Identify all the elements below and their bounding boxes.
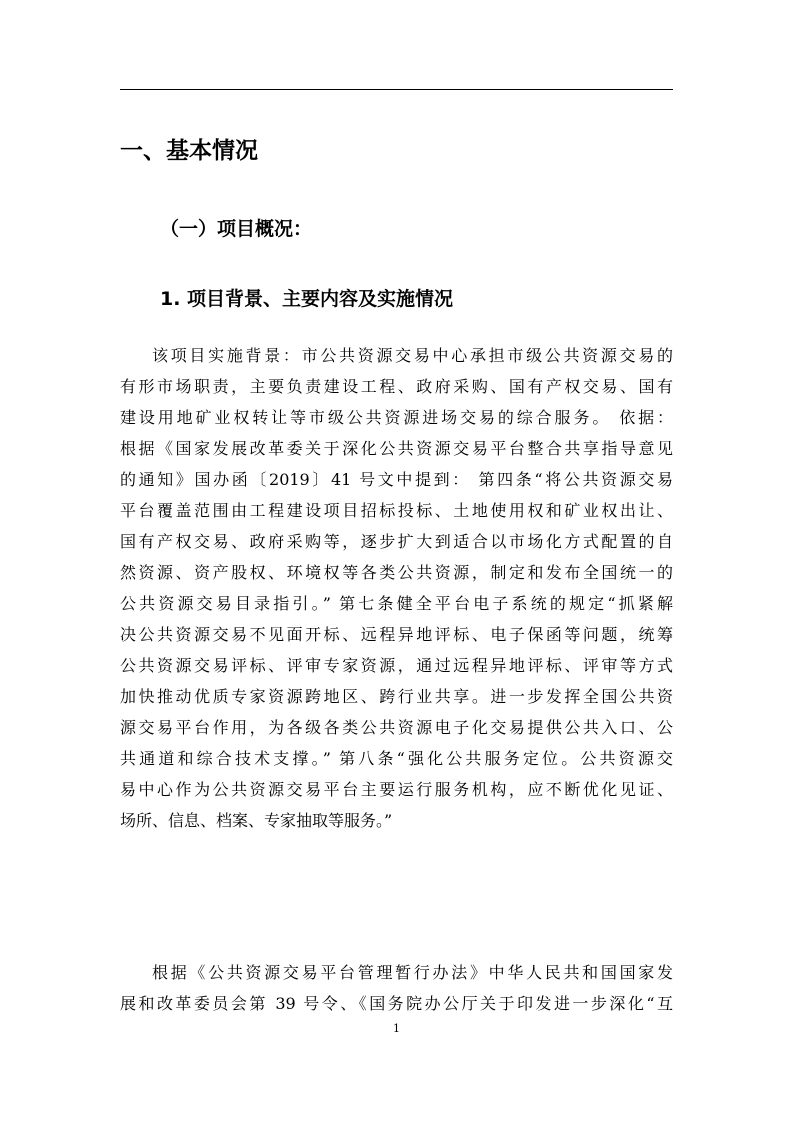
- paragraph-background: [120, 340, 673, 836]
- paragraph-line: 公共资源交易评标、评审专家资源，通过远程异地评标、评审等方式: [120, 656, 673, 675]
- paragraph-line: 有形市场职责，主要负责建设工程、政府采购、国有产权交易、国有: [120, 377, 673, 396]
- paragraph-line: 然资源、资产股权、环境权等各类公共资源，制定和发布全国统一的: [120, 563, 673, 582]
- paragraph-line: 场所、信息、档案、专家抽取等服务。”: [120, 811, 393, 830]
- paragraph-line: 根据《国家发展改革委关于深化公共资源交易平台整合共享指导意见: [120, 439, 673, 458]
- paragraph-line: 共通道和综合技术支撑。” 第八条“强化公共服务定位。公共资源交: [120, 749, 673, 768]
- paragraph-line: 公共资源交易目录指引。” 第七条健全平台电子系统的规定“抓紧解: [120, 594, 673, 613]
- paragraph-line: 加快推动优质专家资源跨地区、跨行业共享。进一步发挥全国公共资: [120, 687, 673, 706]
- subsection-heading-project-overview: （一）项目概况：: [160, 218, 313, 240]
- paragraph-line: 展和改革委员会第 39 号令、《国务院办公厅关于印发进一步深化“互: [120, 994, 673, 1013]
- paragraph-line: 的通知》国办函〔2019〕41 号文中提到： 第四条“将公共资源交易: [120, 470, 673, 489]
- paragraph-line: 易中心作为公共资源交易平台主要运行服务机构，应不断优化见证、: [120, 780, 673, 799]
- paragraph-line: 建设用地矿业权转让等市级公共资源进场交易的综合服务。 依据：: [120, 408, 673, 427]
- paragraph-line: 平台覆盖范围由工程建设项目招标投标、土地使用权和矿业权出让、: [120, 501, 673, 520]
- paragraph-line: 该项目实施背景：市公共资源交易中心承担市级公共资源交易的: [152, 346, 673, 365]
- section-heading-basic-situation: 一、基本情况: [120, 138, 258, 164]
- header-rule: [120, 89, 673, 90]
- paragraph-line: 源交易平台作用，为各级各类公共资源电子化交易提供公共入口、公: [120, 718, 673, 737]
- page-number: 1: [393, 1022, 400, 1035]
- paragraph-basis: [120, 957, 673, 1019]
- paragraph-line: 国有产权交易、政府采购等，逐步扩大到适合以市场化方式配置的自: [120, 532, 673, 551]
- subsubsection-heading-background: 1. 项目背景、主要内容及实施情况: [160, 288, 454, 310]
- paragraph-line: 决公共资源交易不见面开标、远程异地评标、电子保函等问题，统筹: [120, 625, 673, 644]
- paragraph-line: 根据《公共资源交易平台管理暂行办法》中华人民共和国国家发: [152, 963, 673, 982]
